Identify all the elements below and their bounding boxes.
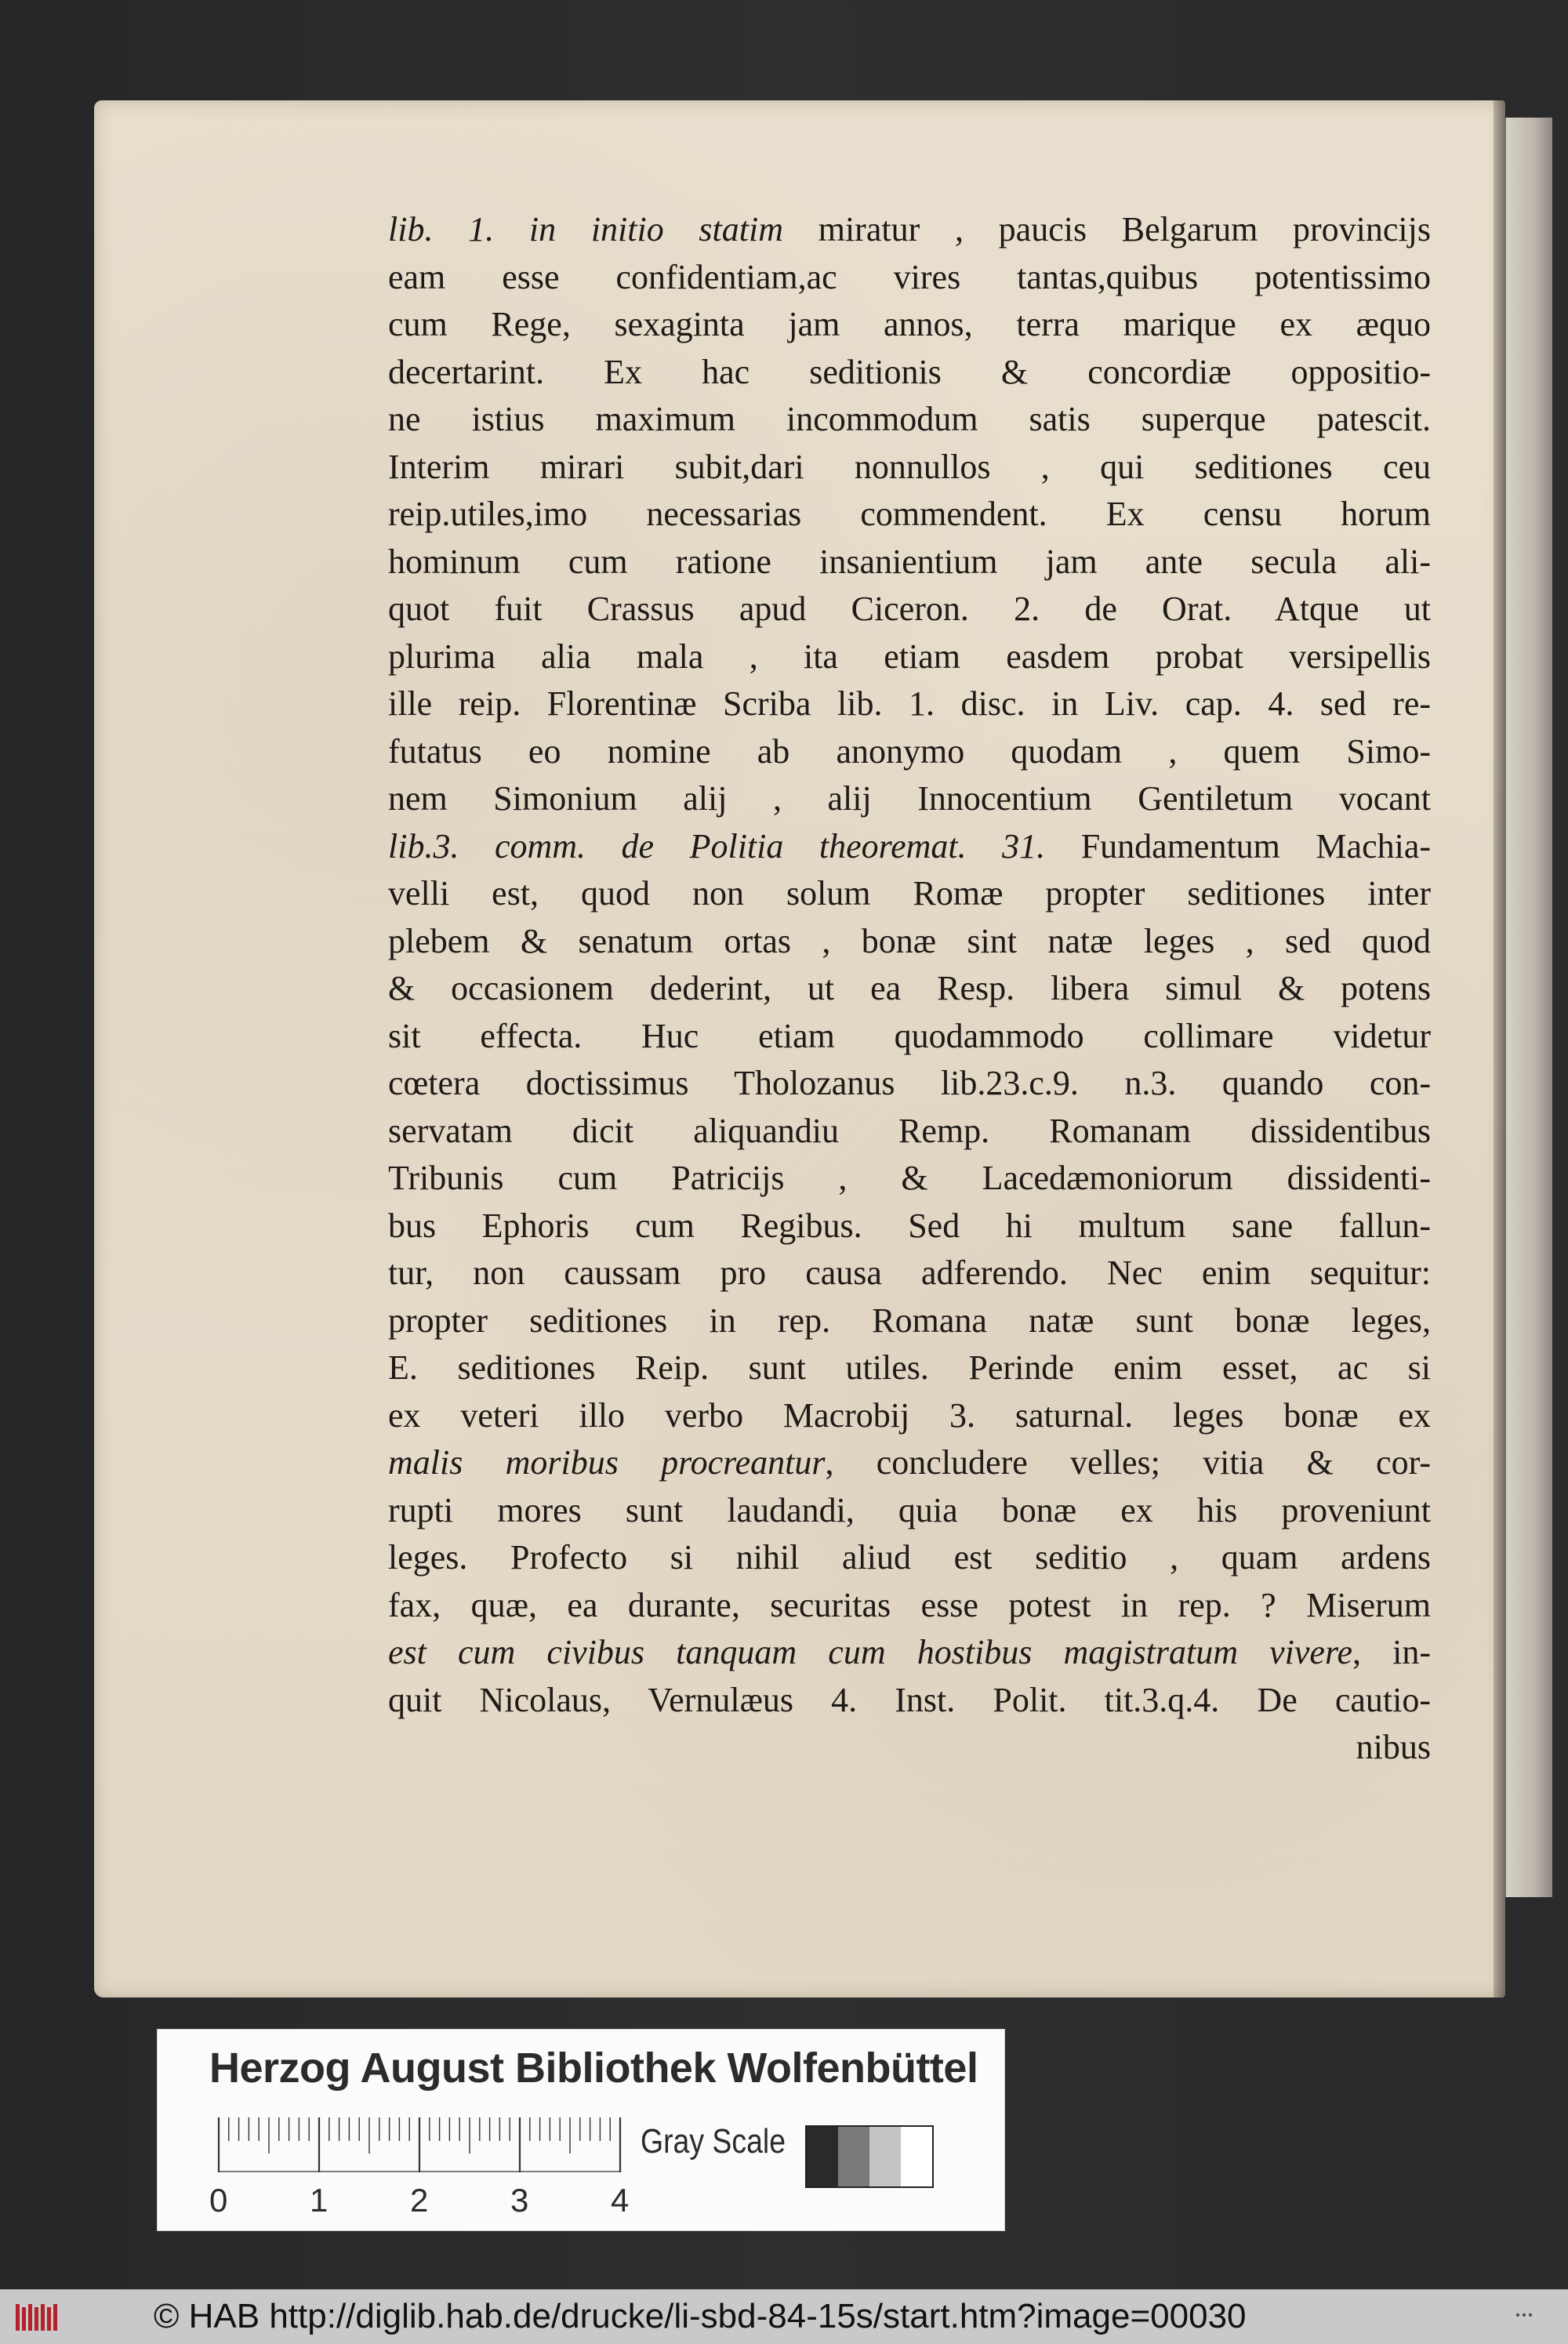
italic-citation: est cum civibus tanquam cum hostibus magistratum vivere [388, 1633, 1352, 1671]
text-line [388, 1250, 1431, 1297]
text-line [388, 633, 1431, 681]
grayscale-swatches [805, 2125, 934, 2188]
line-text: decertarint. Ex hac seditionis & concordiæ oppositio- [388, 352, 1431, 391]
line-text: rupti mores sunt laudandi, quia bonæ ex his proveniunt [388, 1490, 1431, 1529]
line-text: propter seditiones in rep. Romana natæ sunt bonæ leges, [388, 1301, 1431, 1340]
text-line [388, 823, 1431, 871]
text-line [388, 254, 1431, 302]
italic-citation: lib. 1. in initio statim [388, 210, 784, 249]
text-line [388, 1013, 1431, 1061]
library-name: Herzog August Bibliothek Wolfenbüttel [209, 2045, 978, 2092]
text-line [388, 444, 1431, 492]
gray-swatch [901, 2127, 932, 2186]
page-gutter-shadow [1494, 100, 1506, 1997]
line-text: plurima alia mala , ita etiam easdem probat versipellis [388, 637, 1431, 676]
text-line [388, 1582, 1431, 1630]
line-text: sit effecta. Huc etiam quodammodo collimare videtur [388, 1016, 1431, 1055]
ruler-number: 2 [410, 2182, 429, 2219]
gray-swatch [838, 2127, 869, 2186]
text-line [388, 349, 1431, 397]
logo-bar [34, 2307, 38, 2331]
text-line [388, 1677, 1431, 1725]
line-text: reip.utiles,imo necessarias commendent. Ex censu horum [388, 495, 1431, 533]
line-text: ne istius maximum incommodum satis superque patescit. [388, 400, 1431, 438]
logo-bar [47, 2307, 51, 2331]
text-line [388, 1724, 1431, 1772]
line-text: fax, quæ, ea durante, securitas esse potest in rep. ? Miserum [388, 1585, 1431, 1624]
text-line [388, 1534, 1431, 1582]
line-text: futatus eo nomine ab anonymo quodam , quem Simo- [388, 731, 1431, 771]
line-text: Fundamentum Machia- [1045, 826, 1432, 865]
line-text: leges. Profecto si nihil aliud est seditio , quam ardens [388, 1538, 1431, 1577]
text-line [388, 1487, 1431, 1535]
logo-bar [16, 2304, 20, 2331]
line-text: , in- [1352, 1633, 1431, 1671]
text-line [388, 1344, 1431, 1392]
text-line [388, 1297, 1431, 1345]
line-text: , concludere velles; vitia & cor- [825, 1443, 1432, 1482]
next-page-edge [1505, 118, 1552, 1897]
logo-bar [28, 2304, 32, 2331]
line-text: velli est, quod non solum Romæ propter seditiones inter [388, 874, 1431, 913]
line-text: Interim mirari subit,dari nonnullos , qui seditiones ceu [388, 447, 1431, 486]
text-line [388, 918, 1431, 966]
gray-swatch [807, 2127, 838, 2186]
line-text: nibus [1356, 1728, 1431, 1766]
text-line [388, 965, 1431, 1013]
text-line [388, 586, 1431, 633]
italic-citation: malis moribus procreantur [388, 1443, 826, 1482]
footer-bar [0, 2289, 1568, 2344]
page-marks-icon [1513, 2307, 1552, 2323]
line-text: cum Rege, sexaginta jam annos, terra marique ex æquo [388, 305, 1431, 343]
ruler-number: 3 [510, 2182, 529, 2219]
text-line [388, 775, 1431, 823]
text-line [388, 1629, 1431, 1677]
text-line [388, 680, 1431, 728]
line-text: cœtera doctissimus Tholozanus lib.23.c.9. n.3. quando con- [388, 1064, 1431, 1102]
line-text: nem Simonium alij , alij Innocentium Gentiletum vocant [388, 779, 1431, 818]
logo-bar [41, 2304, 45, 2331]
line-text: ex veteri illo verbo Macrobij 3. saturnal. leges bonæ ex [388, 1395, 1431, 1435]
text-line [388, 206, 1431, 254]
scale-ruler [217, 2117, 625, 2172]
text-line [388, 301, 1431, 349]
text-line [388, 1060, 1431, 1108]
ruler-numbers [205, 2182, 644, 2219]
text-line [388, 1439, 1431, 1487]
logo-bar [53, 2304, 57, 2331]
line-text: ille reip. Florentinæ Scriba lib. 1. disc. in Liv. cap. 4. sed re- [388, 684, 1431, 723]
line-text: eam esse confidentiam,ac vires tantas,quibus potentissimo [388, 257, 1431, 296]
text-line [388, 1203, 1431, 1250]
line-text: tur, non caussam pro causa adferendo. Nec enim sequitur: [388, 1254, 1431, 1292]
hab-logo-icon [14, 2301, 60, 2334]
line-text: miratur , paucis Belgarum provincijs [783, 210, 1431, 249]
logo-bar [22, 2307, 26, 2331]
text-line [388, 396, 1431, 444]
line-text: bus Ephoris cum Regibus. Sed hi multum sane fallun- [388, 1206, 1431, 1245]
text-line [388, 728, 1431, 776]
text-line [388, 1392, 1431, 1440]
page-text [388, 206, 1431, 1772]
italic-citation: lib.3. comm. de Politia theoremat. 31. [388, 826, 1046, 865]
footer-url[interactable]: © HAB http://diglib.hab.de/drucke/li-sbd-84-15s/start.htm?image=00030 [154, 2297, 1247, 2335]
text-line [388, 1108, 1431, 1156]
line-text: quot fuit Crassus apud Ciceron. 2. de Orat. Atque ut [388, 590, 1431, 628]
ruler-number: 0 [209, 2182, 228, 2219]
line-text: Tribunis cum Patricijs , & Lacedæmoniorum dissidenti- [388, 1159, 1431, 1197]
ruler-number: 1 [310, 2182, 328, 2219]
line-text: E. seditiones Reip. sunt utiles. Perinde enim esset, ac si [388, 1348, 1431, 1387]
text-line [388, 1155, 1431, 1203]
text-line [388, 491, 1431, 539]
line-text: hominum cum ratione insanientium jam ante secula ali- [388, 542, 1431, 581]
text-line [388, 539, 1431, 586]
line-text: & occasionem dederint, ut ea Resp. libera simul & potens [388, 969, 1431, 1007]
line-text: servatam dicit aliquandiu Remp. Romanam dissidentibus [388, 1111, 1431, 1150]
text-line [388, 870, 1431, 918]
grayscale-label: Gray Scale [641, 2122, 786, 2161]
color-calibration-card [157, 2029, 1005, 2231]
ruler-number: 4 [611, 2182, 630, 2219]
line-text: quit Nicolaus, Vernulæus 4. Inst. Polit. tit.3.q.4. De cautio- [388, 1680, 1431, 1719]
line-text: plebem & senatum ortas , bonæ sint natæ leges , sed quod [388, 921, 1431, 960]
gray-swatch [869, 2127, 901, 2186]
